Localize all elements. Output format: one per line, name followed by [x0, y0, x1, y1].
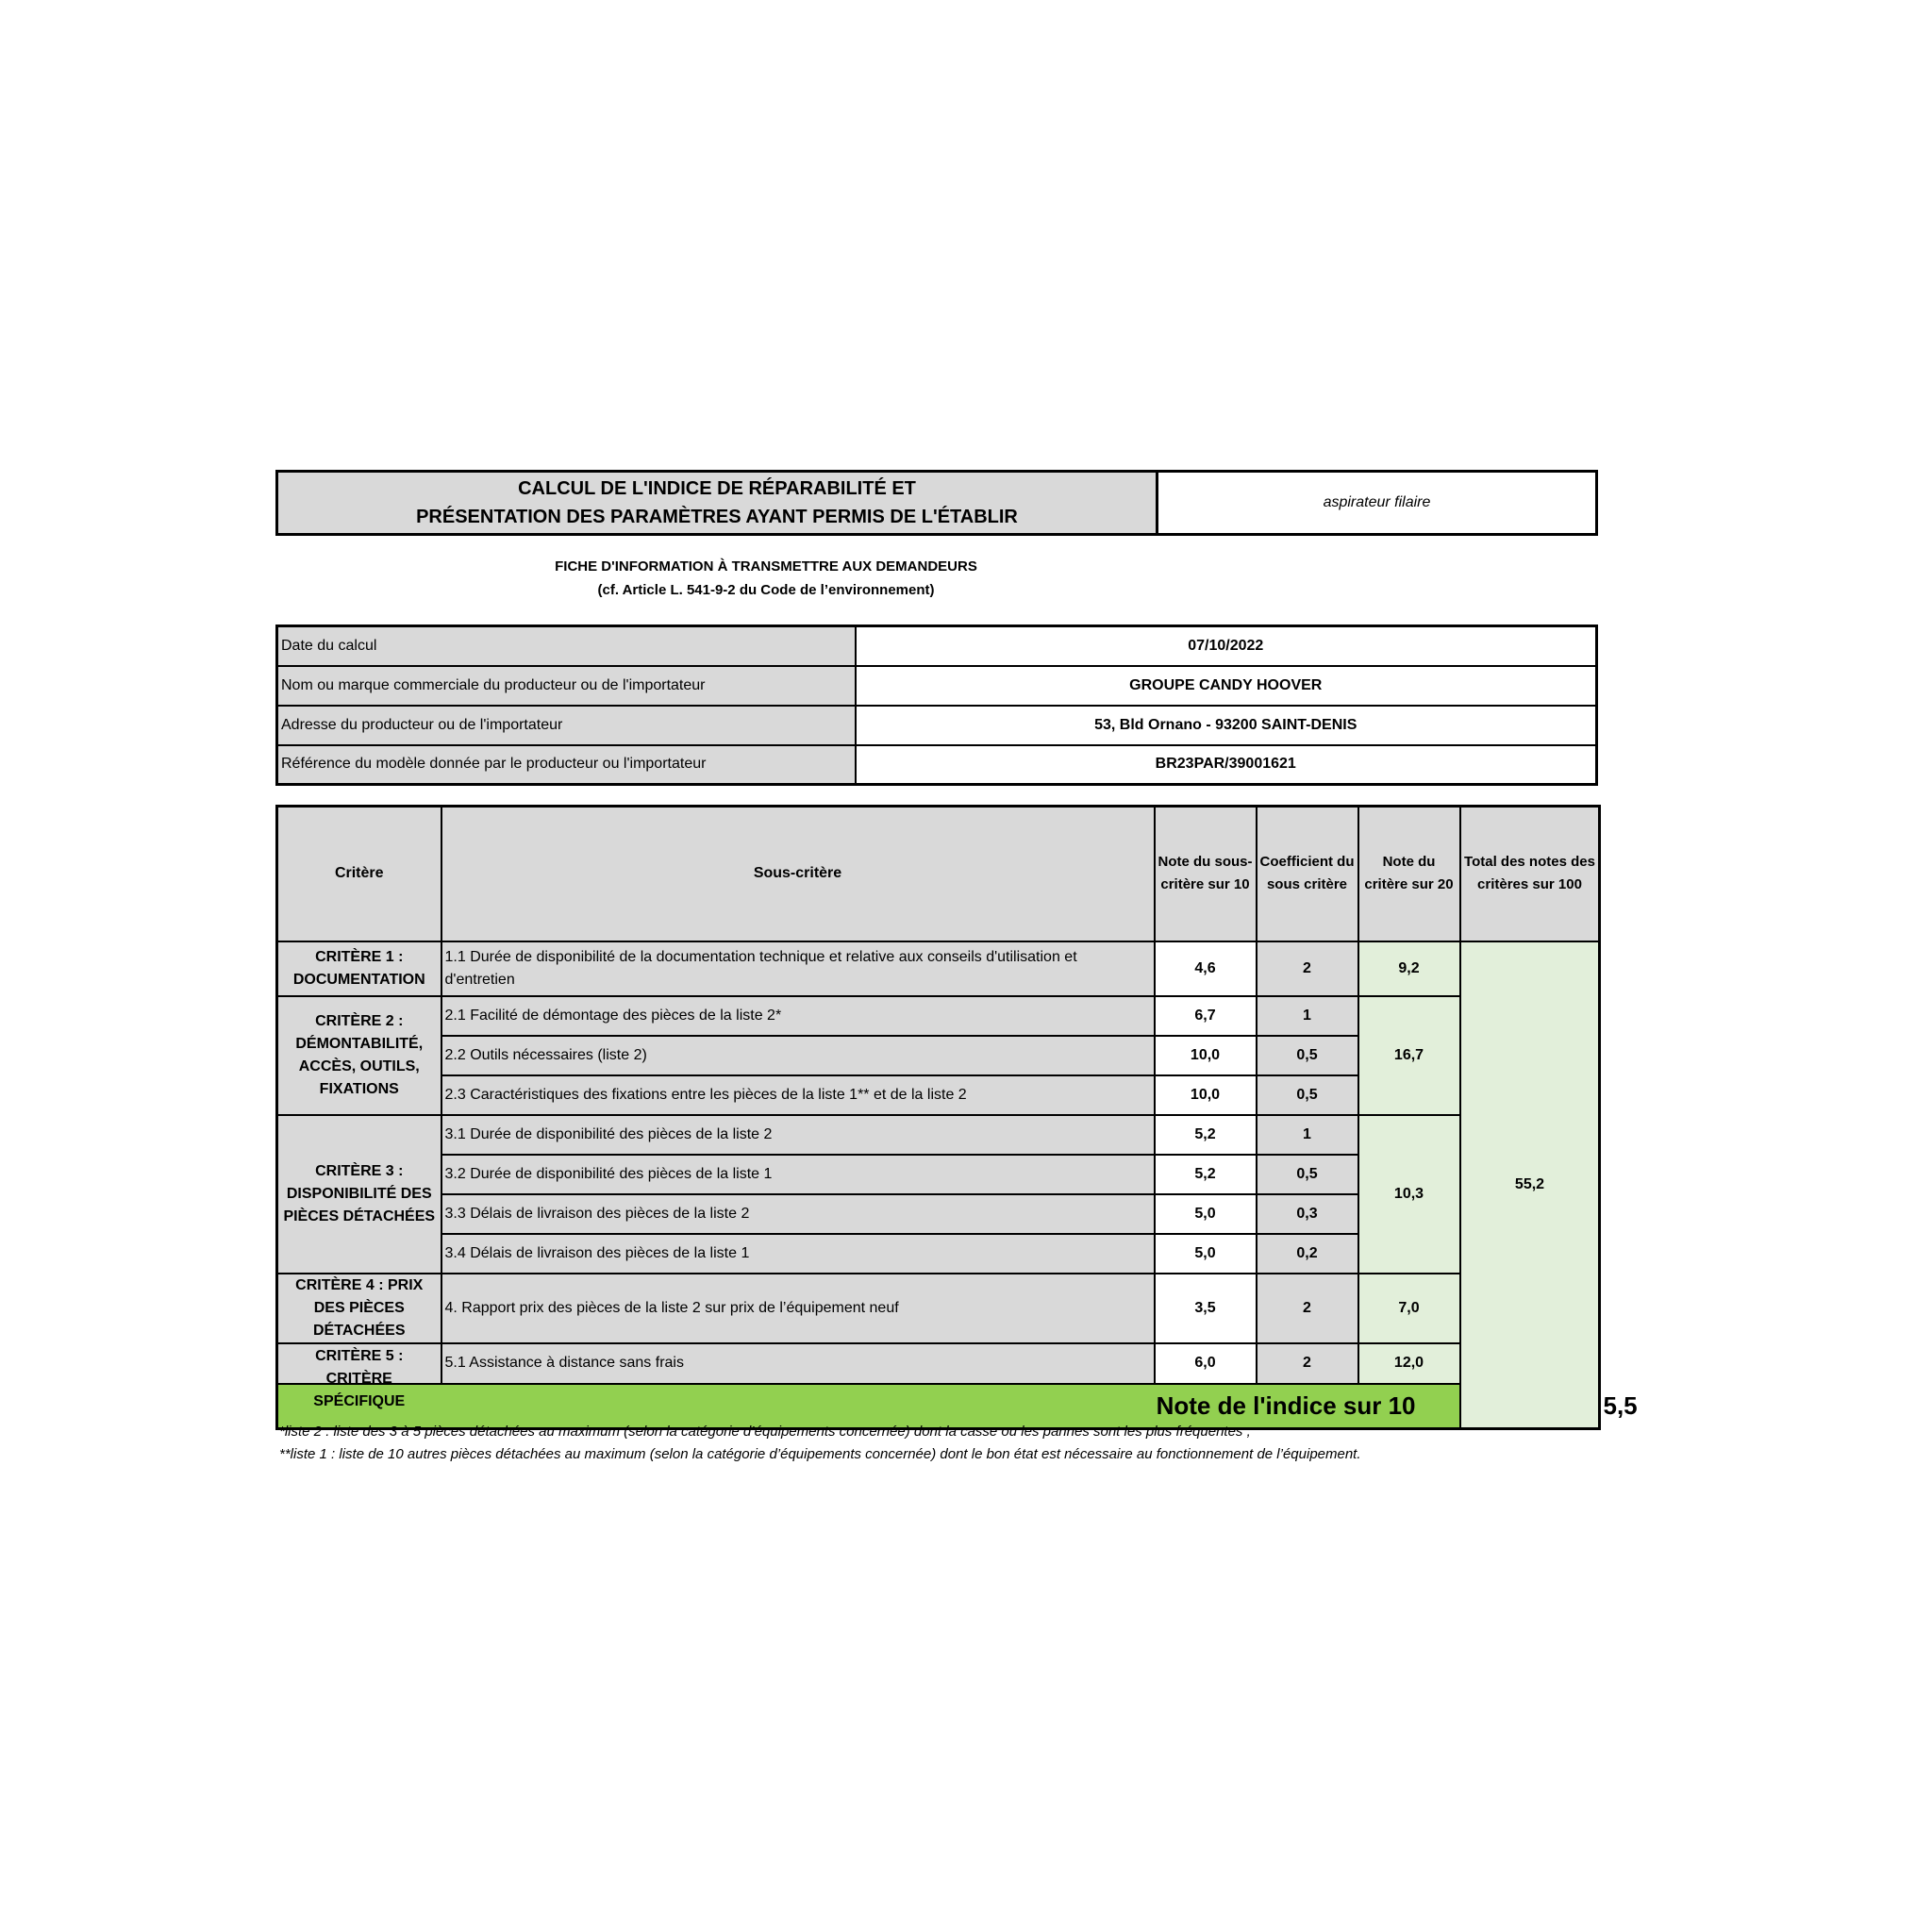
table-row	[277, 1343, 1600, 1384]
criterion-name: CRITÈRE 2 : DÉMONTABILITÉ, ACCÈS, OUTILS, FIXATIONS	[277, 996, 441, 1115]
sub-criterion-coef: 0,5	[1257, 1155, 1358, 1194]
table-header-row	[277, 807, 1600, 941]
criterion-score: 10,3	[1358, 1115, 1460, 1274]
document-header	[275, 470, 1598, 536]
sub-criterion-note: 5,2	[1155, 1115, 1257, 1155]
info-value: BR23PAR/39001621	[856, 745, 1597, 785]
info-label: Date du calcul	[277, 626, 856, 666]
sub-criterion-note: 5,0	[1155, 1194, 1257, 1234]
sub-criterion-coef: 2	[1257, 1274, 1358, 1343]
info-table	[275, 625, 1598, 786]
sub-criterion-note: 10,0	[1155, 1036, 1257, 1075]
sub-criterion-label: 2.3 Caractéristiques des fixations entre les pièces de la liste 1** et de la liste 2	[441, 1075, 1155, 1115]
sub-criterion-note: 6,0	[1155, 1343, 1257, 1384]
header-note-sous-critere: Note du sous-critère sur 10	[1155, 807, 1257, 941]
info-value: GROUPE CANDY HOOVER	[856, 666, 1597, 706]
final-score-row: Note de l'indice sur 10 5,5	[277, 1384, 1600, 1429]
sub-criterion-note: 6,7	[1155, 996, 1257, 1036]
sub-criterion-label: 3.2 Durée de disponibilité des pièces de la liste 1	[441, 1155, 1155, 1194]
header-total: Total des notes des critères sur 100	[1460, 807, 1600, 941]
info-row-reference	[277, 745, 1597, 785]
header-note-critere: Note du critère sur 20	[1358, 807, 1460, 941]
title-line-2: PRÉSENTATION DES PARAMÈTRES AYANT PERMIS DE L'ÉTABLIR	[416, 507, 1018, 527]
info-label: Référence du modèle donnée par le producteur ou l'importateur	[277, 745, 856, 785]
footnotes	[279, 1421, 1694, 1466]
criterion-score: 9,2	[1358, 941, 1460, 996]
sub-criterion-coef: 2	[1257, 1343, 1358, 1384]
sub-criterion-label: 1.1 Durée de disponibilité de la documentation technique et relative aux conseils d'utilisation et d'entretien	[441, 941, 1155, 996]
sub-criterion-label: 4. Rapport prix des pièces de la liste 2 sur prix de l’équipement neuf	[441, 1274, 1155, 1343]
criterion-score: 12,0	[1358, 1343, 1460, 1384]
criterion-name: CRITÈRE 1 : DOCUMENTATION	[277, 941, 441, 996]
sub-criterion-coef: 0,5	[1257, 1075, 1358, 1115]
sub-criterion-label: 3.1 Durée de disponibilité des pièces de la liste 2	[441, 1115, 1155, 1155]
info-value: 53, Bld Ornano - 93200 SAINT-DENIS	[856, 706, 1597, 745]
sub-criterion-note: 3,5	[1155, 1274, 1257, 1343]
sub-criterion-label: 2.2 Outils nécessaires (liste 2)	[441, 1036, 1155, 1075]
header-coefficient: Coefficient du sous critère	[1257, 807, 1358, 941]
sub-criterion-note: 4,6	[1155, 941, 1257, 996]
sub-criterion-coef: 0,3	[1257, 1194, 1358, 1234]
table-row	[277, 1115, 1600, 1155]
info-value: 07/10/2022	[856, 626, 1597, 666]
sub-criterion-label: 3.3 Délais de livraison des pièces de la liste 2	[441, 1194, 1155, 1234]
criterion-score: 7,0	[1358, 1274, 1460, 1343]
table-row	[277, 1274, 1600, 1343]
info-row-address	[277, 706, 1597, 745]
criterion-name: CRITÈRE 3 : DISPONIBILITÉ DES PIÈCES DÉTACHÉES	[277, 1115, 441, 1274]
criterion-name: CRITÈRE 4 : PRIX DES PIÈCES DÉTACHÉES	[277, 1274, 441, 1343]
sub-criterion-note: 5,2	[1155, 1155, 1257, 1194]
sub-criterion-label: 5.1 Assistance à distance sans frais	[441, 1343, 1155, 1384]
table-row	[277, 941, 1600, 996]
sub-criterion-label: 2.1 Facilité de démontage des pièces de la liste 2*	[441, 996, 1155, 1036]
info-row-date	[277, 626, 1597, 666]
table-row	[277, 996, 1600, 1036]
score-table	[275, 805, 1638, 1430]
document-title	[278, 473, 1158, 533]
header-sous-critere: Sous-critère	[441, 807, 1155, 941]
title-line-1: CALCUL DE L'INDICE DE RÉPARABILITÉ ET	[518, 478, 916, 499]
sub-criterion-note: 10,0	[1155, 1075, 1257, 1115]
criterion-score: 16,7	[1358, 996, 1460, 1115]
subtitle-line-2: (cf. Article L. 541-9-2 du Code de l’environnement)	[597, 582, 935, 598]
info-label: Nom ou marque commerciale du producteur ou de l'importateur	[277, 666, 856, 706]
sub-criterion-coef: 1	[1257, 996, 1358, 1036]
info-row-brand	[277, 666, 1597, 706]
criterion-name	[277, 1343, 441, 1409]
final-score-label: Note de l'indice sur 10	[277, 1384, 1460, 1429]
header-critere: Critère	[277, 807, 441, 941]
product-type: aspirateur filaire	[1323, 494, 1431, 510]
sub-criterion-coef: 2	[1257, 941, 1358, 996]
info-label: Adresse du producteur ou de l'importateur	[277, 706, 856, 745]
sub-criterion-note: 5,0	[1155, 1234, 1257, 1274]
footnote-liste-2: *liste 2 : liste des 3 à 5 pièces détachées au maximum (selon la catégorie d’équipements concernée) dont la casse ou les pannes sont les plus fréquentes ;	[279, 1424, 1251, 1440]
subtitle	[275, 555, 1257, 602]
sub-criterion-coef: 0,2	[1257, 1234, 1358, 1274]
sub-criterion-coef: 1	[1257, 1115, 1358, 1155]
total-score: 55,2	[1460, 941, 1600, 1429]
subtitle-line-1: FICHE D'INFORMATION À TRANSMETTRE AUX DEMANDEURS	[555, 558, 977, 575]
footnote-liste-1: **liste 1 : liste de 10 autres pièces détachées au maximum (selon la catégorie d’équipements concernée) dont le bon état est nécessaire au fonctionnement de l’équipement.	[279, 1446, 1361, 1462]
criterion-name-text: CRITÈRE 5 : CRITÈRE SPÉCIFIQUE	[313, 1347, 406, 1409]
sub-criterion-coef: 0,5	[1257, 1036, 1358, 1075]
sub-criterion-label: 3.4 Délais de livraison des pièces de la liste 1	[441, 1234, 1155, 1274]
